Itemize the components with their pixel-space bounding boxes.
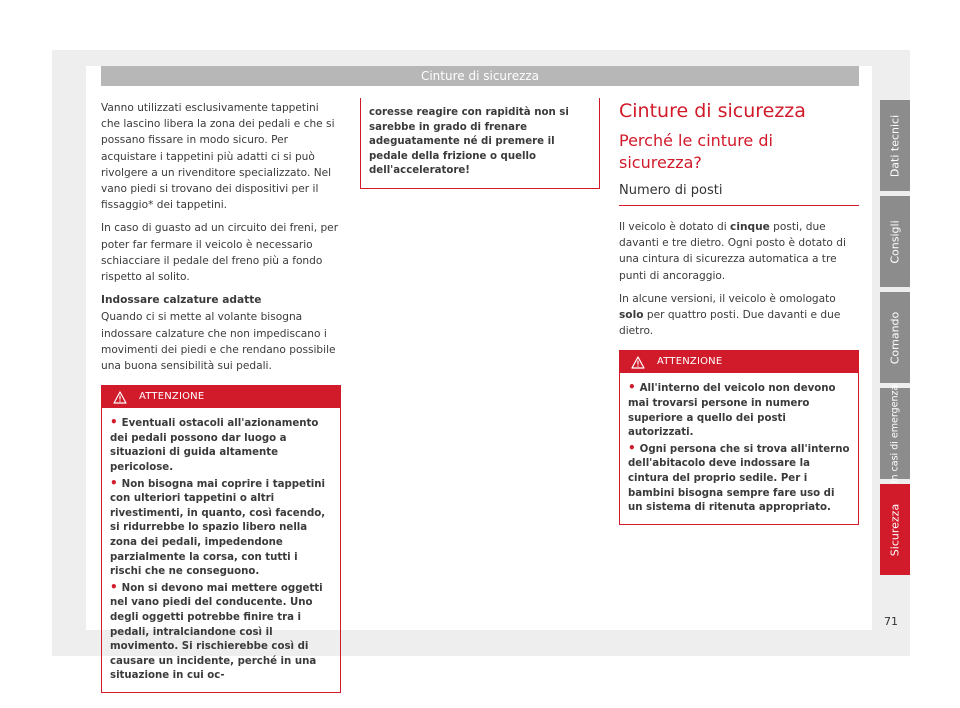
tab-comando[interactable]: Comando [880,292,910,383]
section-heading: Numero di posti [619,182,859,206]
warning-triangle-icon [113,391,127,404]
page-number: 71 [884,615,898,628]
bullet-icon: • [628,440,636,455]
warning-item: • Ogni persona che si trova all'interno dell'abitacolo deve indossare la cintura del proprio sedile. Per i bambini bisogna sempre fare uso di un sistema di ritenuta appropriato. [628,440,850,514]
column-right [619,98,859,525]
bullet-icon: • [628,380,636,395]
paragraph: In alcune versioni, il veicolo è omologato solo per quattro posti. Due davanti e due dietro. [619,292,841,338]
warning-box [619,350,859,524]
warning-header [620,351,858,373]
warning-item: • Non bisogna mai coprire i tappetini con ulteriori tappetini o altri rivestimenti, in quanto, così facendo, si ridurrebbe lo spazio libero nella zona dei pedali, impedendone parzialmente la corsa, con tutti i rischi che ne conseguono. [110,475,326,578]
warning-item: • All'interno del veicolo non devono mai trovarsi persone in numero superiore a quello dei posti autorizzati. [628,380,836,439]
bullet-icon: • [110,579,118,594]
warning-body [620,373,858,523]
tab-consigli[interactable]: Consigli [880,196,910,287]
chapter-tabs [880,100,910,580]
bullet-icon: • [110,475,118,490]
warning-item: • Non si devono mai mettere oggetti nel vano piedi del conducente. Uno degli oggetti potrebbe finire tra i pedali, intralciandone così il movimento. Si rischierebbe così di causare un incidente, perché in una situazione in cui oc- [110,579,323,682]
column-middle [360,98,600,189]
tab-in-casi-di-emergenza[interactable]: In casi di emergenza [880,388,910,479]
section-title: Cinture di sicurezza [619,100,806,122]
paragraph: Il veicolo è dotato di cinque posti, due davanti e tre dietro. Ogni posto è dotato di una cintura di sicurezza automatica a tre punti di ancoraggio. [619,221,846,282]
warning-triangle-icon [631,356,645,369]
tab-sicurezza[interactable]: Sicurezza [880,484,910,575]
paragraph: Vanno utilizzati esclusivamente tappetini che lascino libera la zona dei pedali e che si possano fissare in modo sicuro. Per acquistare i tappetini più adatti ci si può rivolgere a un rivenditore specializzato. Nel vano piedi si trovano dei dispositivi per il fissaggio* dei tappetini. [101,102,335,212]
column-left [101,100,341,693]
tab-dati-tecnici[interactable]: Dati tecnici [880,100,910,191]
paragraph: In caso di guasto ad un circuito dei freni, per poter far fermare il veicolo è necessario schiacciare il pedale del freno più a fondo rispetto al solito. [101,222,339,284]
warning-header [102,386,340,408]
warning-label: ATTENZIONE [139,391,205,403]
subheading: Indossare calzature adatte [101,294,262,307]
section-subtitle: Perché le cinture di sicurezza? [619,131,773,172]
paragraph: Quando ci si mette al volante bisogna indossare calzature che non impediscano i movimenti dei piedi e che rendano possibile una buona sensibilità sui pedali. [101,311,336,373]
warning-continuation: coresse reagire con rapidità non si sarebbe in grado di frenare adeguatamente né di premere il pedale della frizione o quello dell'acceleratore! [360,98,600,189]
warning-body [102,408,340,692]
chapter-header: Cinture di sicurezza [101,66,859,86]
warning-box [101,385,341,693]
warning-item: • Eventuali ostacoli all'azionamento dei pedali possono dar luogo a situazioni di guida altamente pericolose. [110,415,319,474]
bullet-icon: • [110,415,118,430]
warning-label: ATTENZIONE [657,356,723,368]
